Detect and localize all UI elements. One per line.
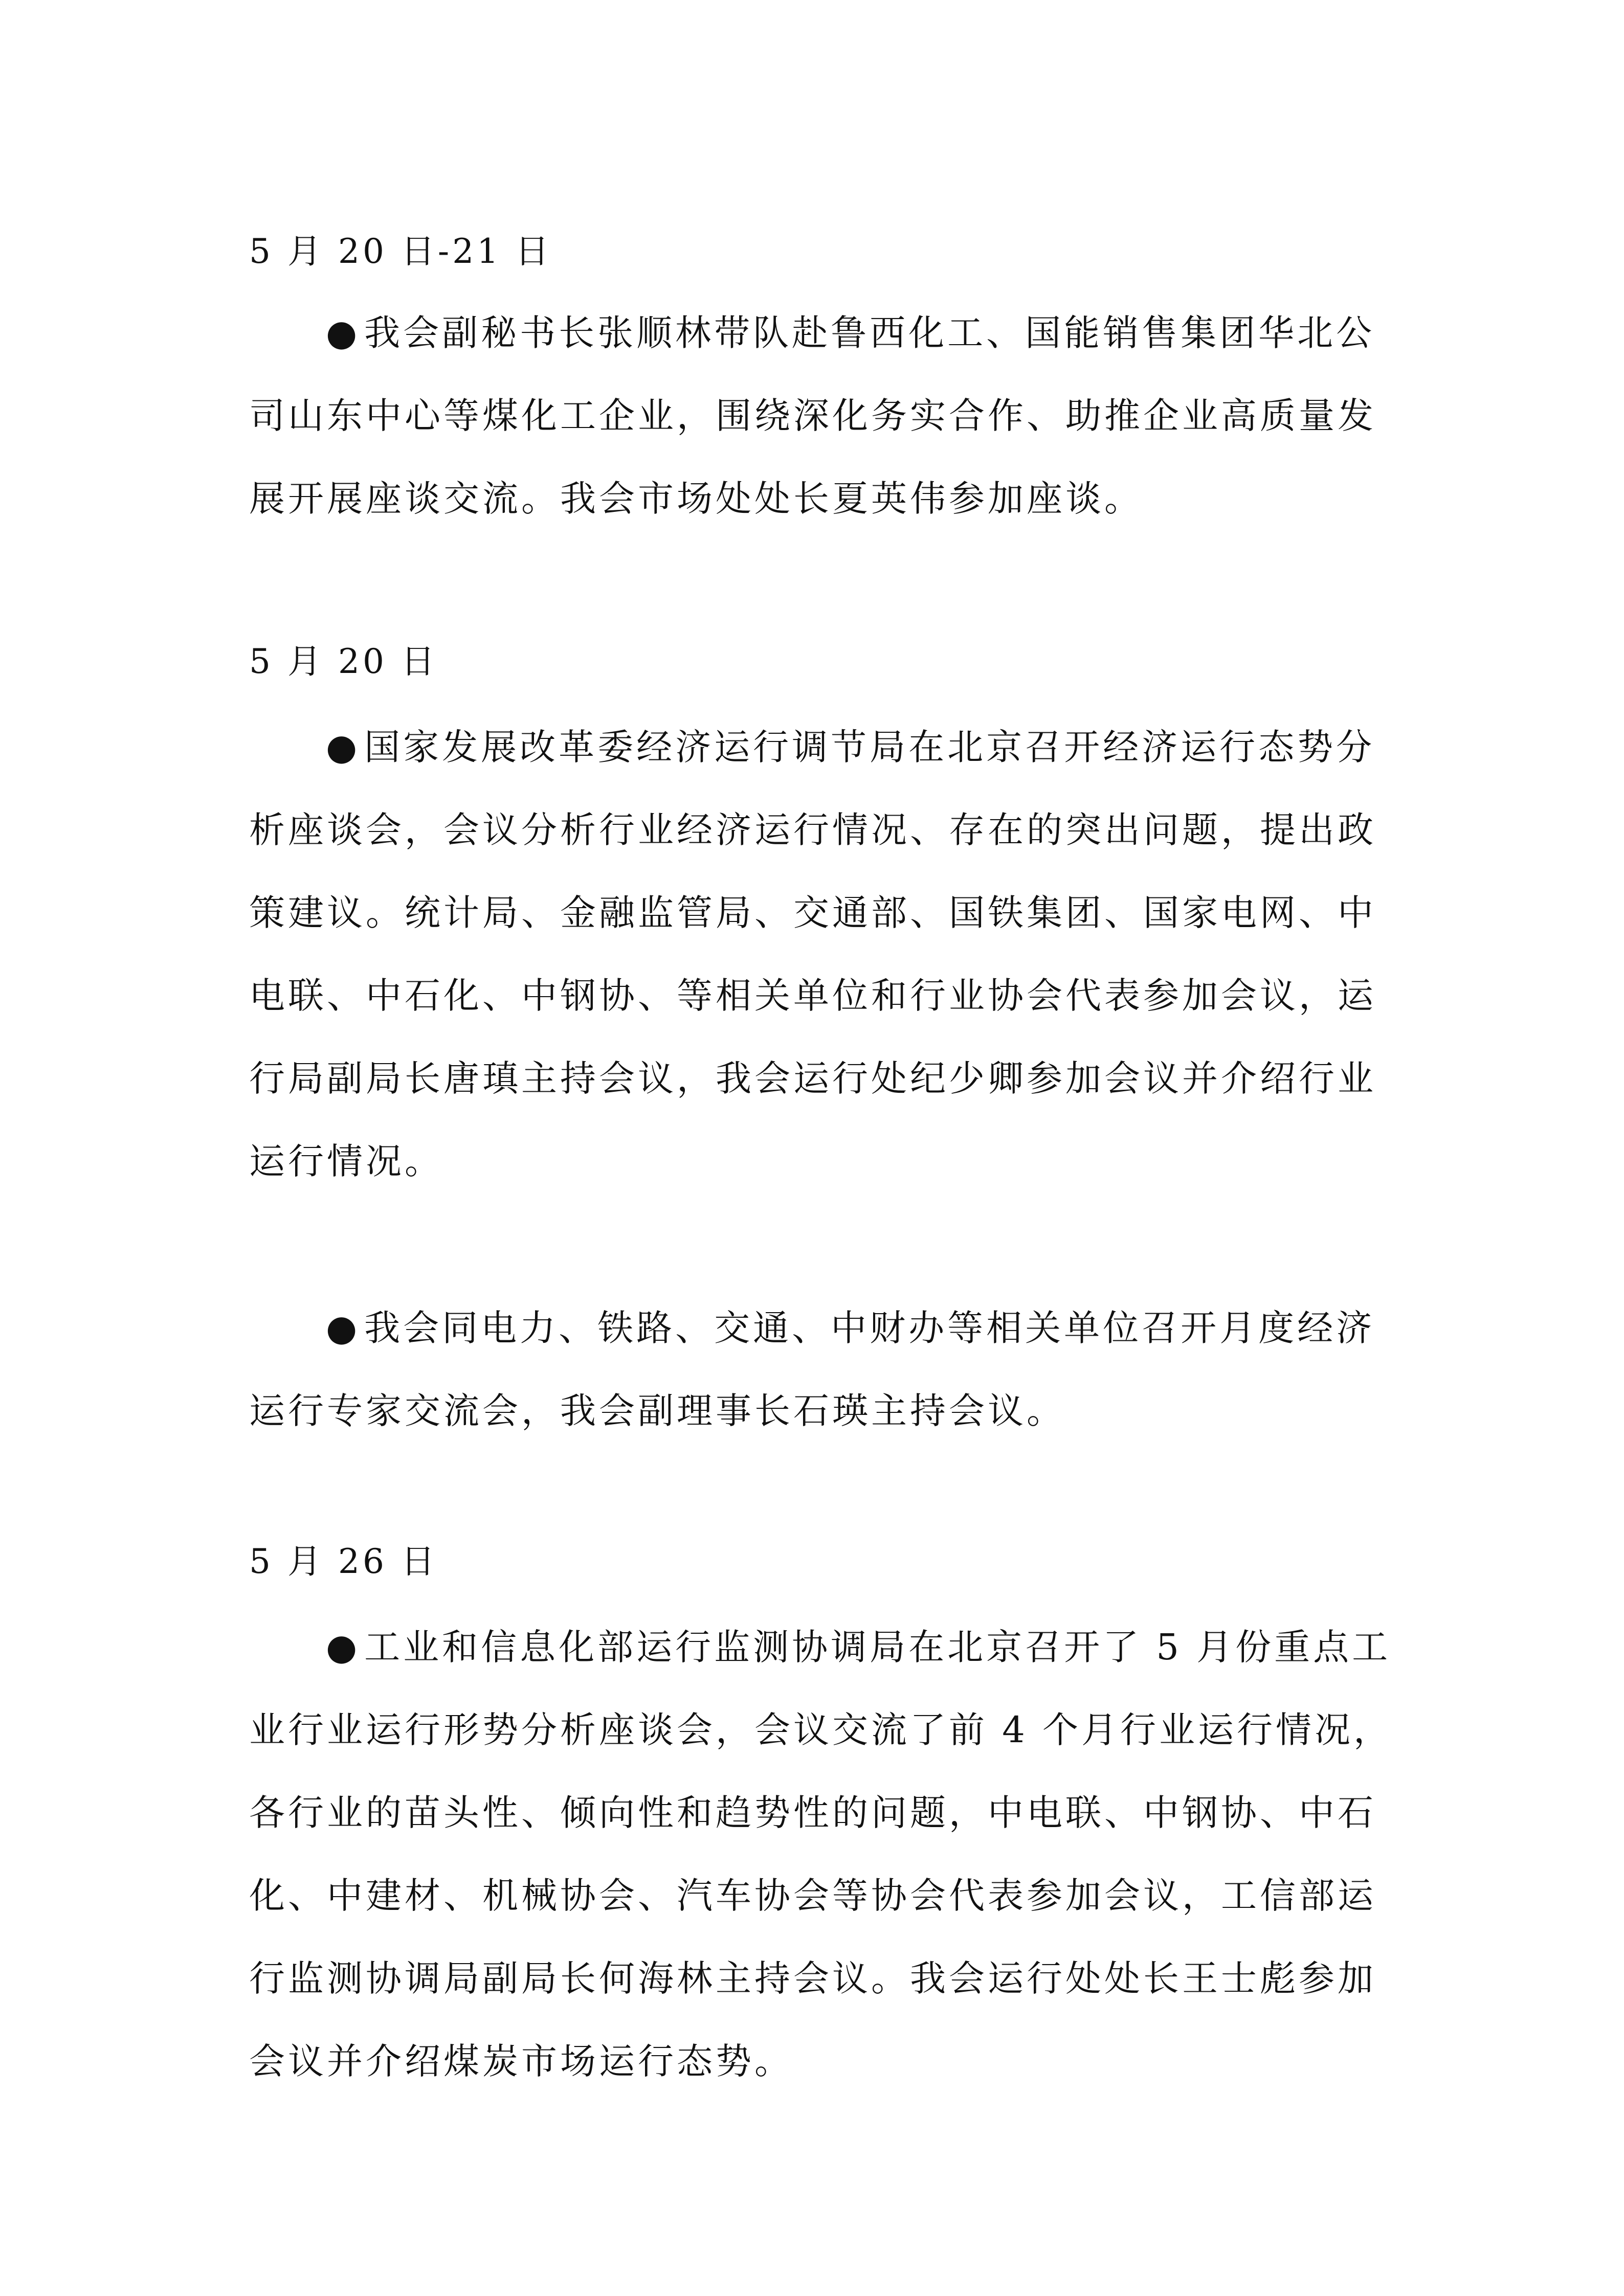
paragraph-line: 各行业的苗头性、倾向性和趋势性的问题，中电联、中钢协、中石 [249,1792,1376,1834]
bullet-icon: ● [326,312,361,354]
bullet-icon: ● [326,1307,361,1349]
paragraph-line: 化、中建材、机械协会、汽车协会等协会代表参加会议，工信部运 [249,1875,1376,1917]
paragraph-line: 析座谈会，会议分析行业经济运行情况、存在的突出问题，提出政 [249,809,1376,851]
paragraph-line: 司山东中心等煤化工企业，围绕深化务实合作、助推企业高质量发 [249,395,1376,437]
paragraph-line: 运行专家交流会，我会副理事长石瑛主持会议。 [249,1390,1065,1432]
bullet-icon: ● [326,1626,361,1668]
line-text: 我会副秘书长张顺林带队赴鲁西化工、国能销售集团华北公 [364,312,1375,354]
paragraph-line [249,291,1374,374]
entry-date: 5 月 20 日 [249,642,438,681]
paragraph-line: 会议并介绍煤炭市场运行态势。 [249,2040,793,2082]
paragraph-line: 展开展座谈交流。我会市场处处长夏英伟参加座谈。 [249,478,1143,520]
line-text: 国家发展改革委经济运行调节局在北京召开经济运行态势分 [364,726,1375,768]
paragraph-line: 业行业运行形势分析座谈会，会议交流了前 4 个月行业运行情况， [249,1709,1393,1751]
entry-paragraph [249,706,1374,1203]
line-text: 工业和信息化部运行监测协调局在北京召开了 5 月份重点工 [364,1626,1391,1668]
paragraph-line [249,1287,1374,1369]
paragraph-line [249,1606,1391,1689]
entry-date: 5 月 20 日-21 日 [249,232,552,271]
entry-paragraph [249,1606,1393,2103]
paragraph-line: 运行情况。 [249,1140,443,1182]
entry-paragraph [249,291,1374,540]
paragraph-line [249,706,1374,789]
line-text: 我会同电力、铁路、交通、中财办等相关单位召开月度经济 [364,1307,1375,1349]
paragraph-line: 策建议。统计局、金融监管局、交通部、国铁集团、国家电网、中 [249,892,1376,934]
paragraph-line: 行监测协调局副局长何海林主持会议。我会运行处处长王士彪参加 [249,1957,1376,1999]
entry-date: 5 月 26 日 [249,1542,438,1581]
paragraph-line: 行局副局长唐瑱主持会议，我会运行处纪少卿参加会议并介绍行业 [249,1057,1376,1099]
bullet-icon: ● [326,726,361,768]
entry-paragraph [249,1287,1374,1452]
paragraph-line: 电联、中石化、中钢协、等相关单位和行业协会代表参加会议，运 [249,975,1376,1017]
